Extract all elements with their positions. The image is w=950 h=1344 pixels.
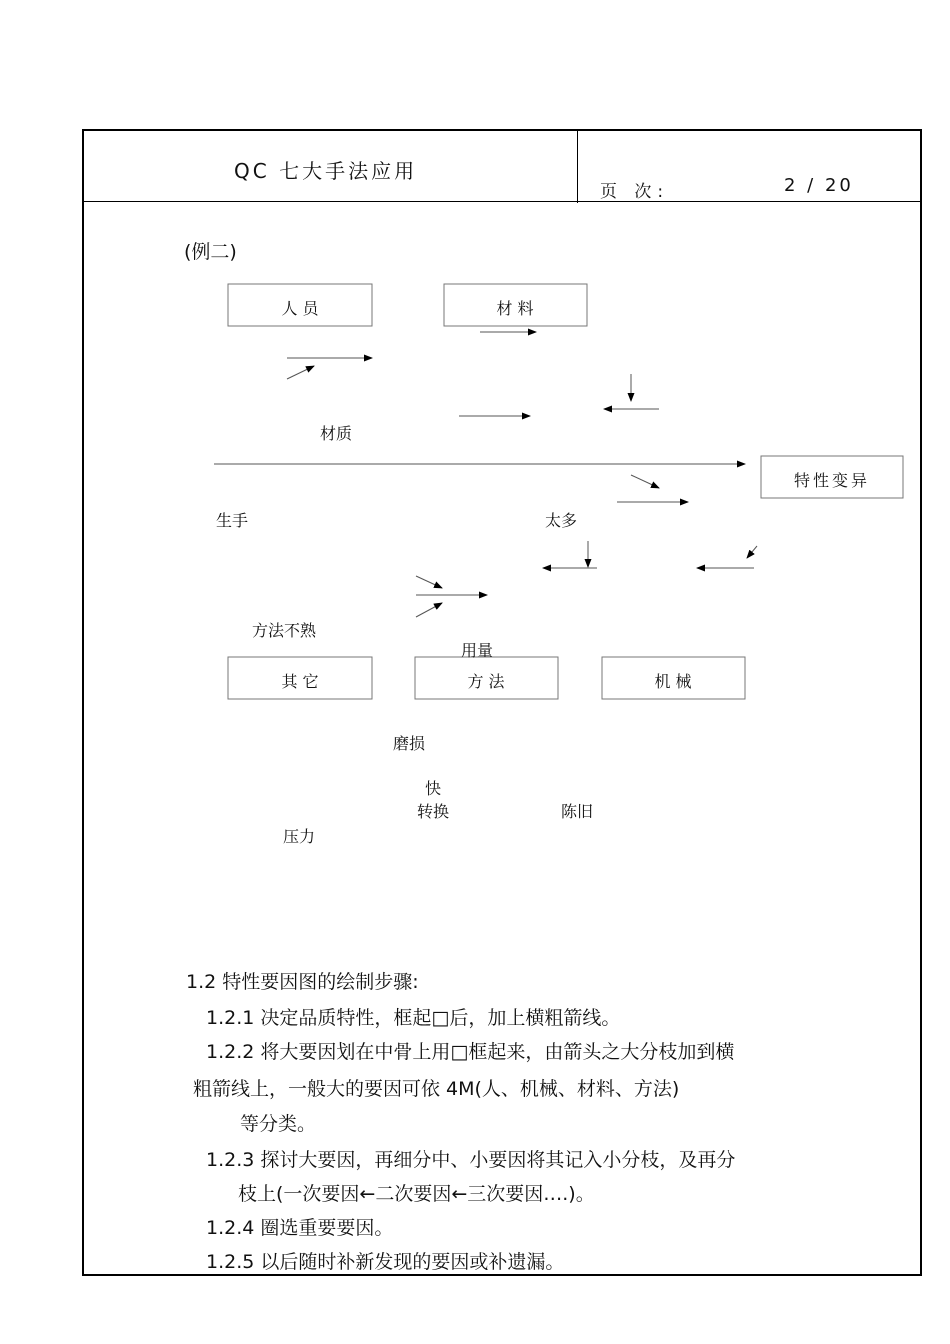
cause-unskilled: 方法不熟 <box>252 621 317 640</box>
cause-wear: 磨损 <box>393 734 426 753</box>
step-3-line-1: 1.2.3 探讨大要因，再细分中、小要因将其记入小分枝，及再分 <box>206 1149 736 1171</box>
cause-novice: 生手 <box>216 511 249 530</box>
page-number: 2 / 20 <box>784 175 854 196</box>
document-title: QC 七大手法应用 <box>234 159 418 183</box>
category-label-machine: 机 械 <box>654 672 692 691</box>
effect-label: 特性变异 <box>793 471 871 490</box>
category-label-materials: 材 料 <box>496 299 534 318</box>
steps-heading: 1.2 特性要因图的绘制步骤: <box>186 971 419 993</box>
branch-arrow <box>747 546 757 558</box>
step-3-line-2: 枝上(一次要因←二次要因←三次要因….)。 <box>238 1183 595 1205</box>
cause-switch: 转换 <box>417 802 450 821</box>
branch-arrow <box>416 603 442 617</box>
step-2-line-1: 1.2.2 将大要因划在中骨上用□框起来，由箭头之大分枝加到横 <box>206 1041 735 1063</box>
category-label-method: 方 法 <box>467 672 505 691</box>
step-1: 1.2.1 决定品质特性，框起□后，加上横粗箭线。 <box>206 1007 621 1029</box>
branch-arrow <box>631 475 659 488</box>
cause-old: 陈旧 <box>561 802 594 821</box>
branch-arrow <box>416 576 442 588</box>
step-5: 1.2.5 以后随时补新发现的要因或补遗漏。 <box>206 1251 565 1273</box>
cause-pressure: 压力 <box>283 827 316 846</box>
cause-too-many: 太多 <box>545 511 578 530</box>
method-box-mask <box>416 658 557 698</box>
step-2-line-3: 等分类。 <box>240 1113 317 1135</box>
cause-fast: 快 <box>425 779 442 798</box>
branch-arrow <box>287 366 314 379</box>
cause-quality: 材质 <box>320 424 353 443</box>
category-label-people: 人 员 <box>281 299 319 318</box>
example-label: (例二) <box>184 241 237 263</box>
page-label: 页 次: <box>600 182 670 202</box>
category-label-other: 其 它 <box>281 672 319 691</box>
cause-usage: 用量 <box>461 641 494 660</box>
step-2-line-2: 粗箭线上，一般大的要因可依 4M(人、机械、材料、方法) <box>193 1078 680 1100</box>
step-4: 1.2.4 圈选重要要因。 <box>206 1217 394 1239</box>
